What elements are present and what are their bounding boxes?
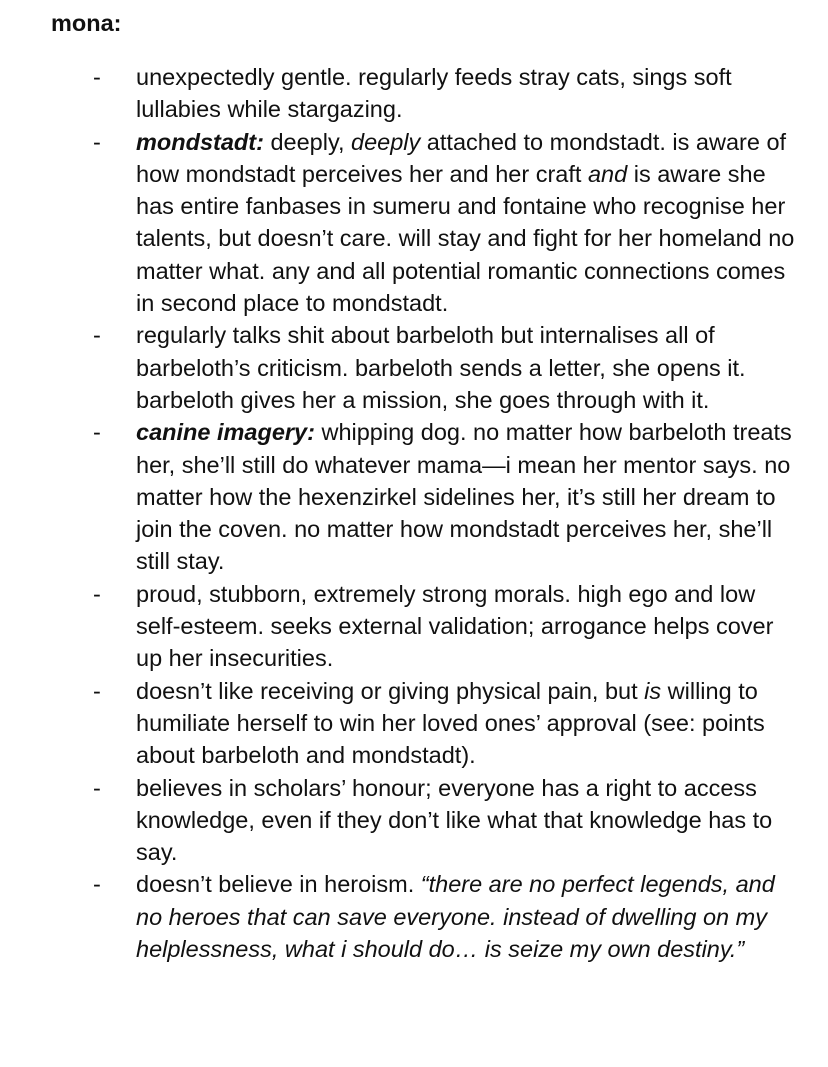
item-text: doesn’t believe in heroism. <box>136 871 421 898</box>
bullet-dash: - <box>93 64 101 90</box>
note-list <box>51 61 798 965</box>
item-text: is aware she has entire fanbases in sumeru and fontaine who recognise her talents, but doesn’t care. will stay and fight for her homeland no matter what. any and all potential romantic connections comes in second place to mondstadt. <box>136 160 795 317</box>
item-text: attached to mondstadt. is aware of how mondstadt perceives her and her craft <box>136 128 787 187</box>
item-text: whipping dog. no matter how barbeloth treats her, she’ll still do whatever mama—i mean her mentor says. no matter how the hexenzirkel sidelines her, it’s still her dream to join the coven. no matter how mondstadt perceives her, she’ll still stay. <box>136 419 792 575</box>
item-topic-label: mondstadt: <box>136 128 264 155</box>
bullet-dash: - <box>93 419 101 446</box>
bullet-dash: - <box>93 871 101 898</box>
item-text: believes in scholars’ honour; everyone has a right to access knowledge, even if they don’t like what that knowledge has to say. <box>136 774 773 866</box>
bullet-dash: - <box>93 322 101 349</box>
list-item <box>51 772 798 869</box>
item-text: regularly talks shit about barbeloth but internalises all of barbeloth’s criticism. barbeloth sends a letter, she opens it. barbeloth gives her a mission, she goes through with it. <box>136 322 746 413</box>
item-text: willing to humiliate herself to win her loved ones’ approval (see: points about barbeloth and mondstadt). <box>136 677 765 769</box>
item-topic-label: canine imagery: <box>136 419 315 446</box>
item-text: unexpectedly gentle. regularly feeds stray cats, sings soft lullabies while stargazing. <box>136 64 732 123</box>
item-emphasis: is <box>644 677 662 704</box>
item-quote: “there are no perfect legends, and no heroes that can save everyone. instead of dwelling on my helplessness, what i should do… is seize my own destiny.” <box>136 871 775 963</box>
list-item <box>51 61 798 126</box>
list-item <box>51 319 798 416</box>
list-item <box>51 675 798 772</box>
list-item <box>51 868 798 965</box>
list-item <box>51 126 798 320</box>
list-item <box>51 416 798 577</box>
bullet-dash: - <box>93 580 101 607</box>
item-emphasis: and <box>587 160 628 187</box>
document-heading: mona: <box>51 10 122 36</box>
bullet-dash: - <box>93 774 101 801</box>
bullet-dash: - <box>93 128 101 155</box>
item-emphasis: deeply <box>351 128 421 155</box>
item-text: doesn’t like receiving or giving physical pain, but <box>136 677 645 704</box>
item-text: deeply, <box>263 128 352 155</box>
bullet-dash: - <box>93 677 101 704</box>
item-text: proud, stubborn, extremely strong morals. high ego and low self-esteem. seeks external validation; arrogance helps cover up her insecurities. <box>136 580 774 672</box>
list-item <box>51 578 798 675</box>
